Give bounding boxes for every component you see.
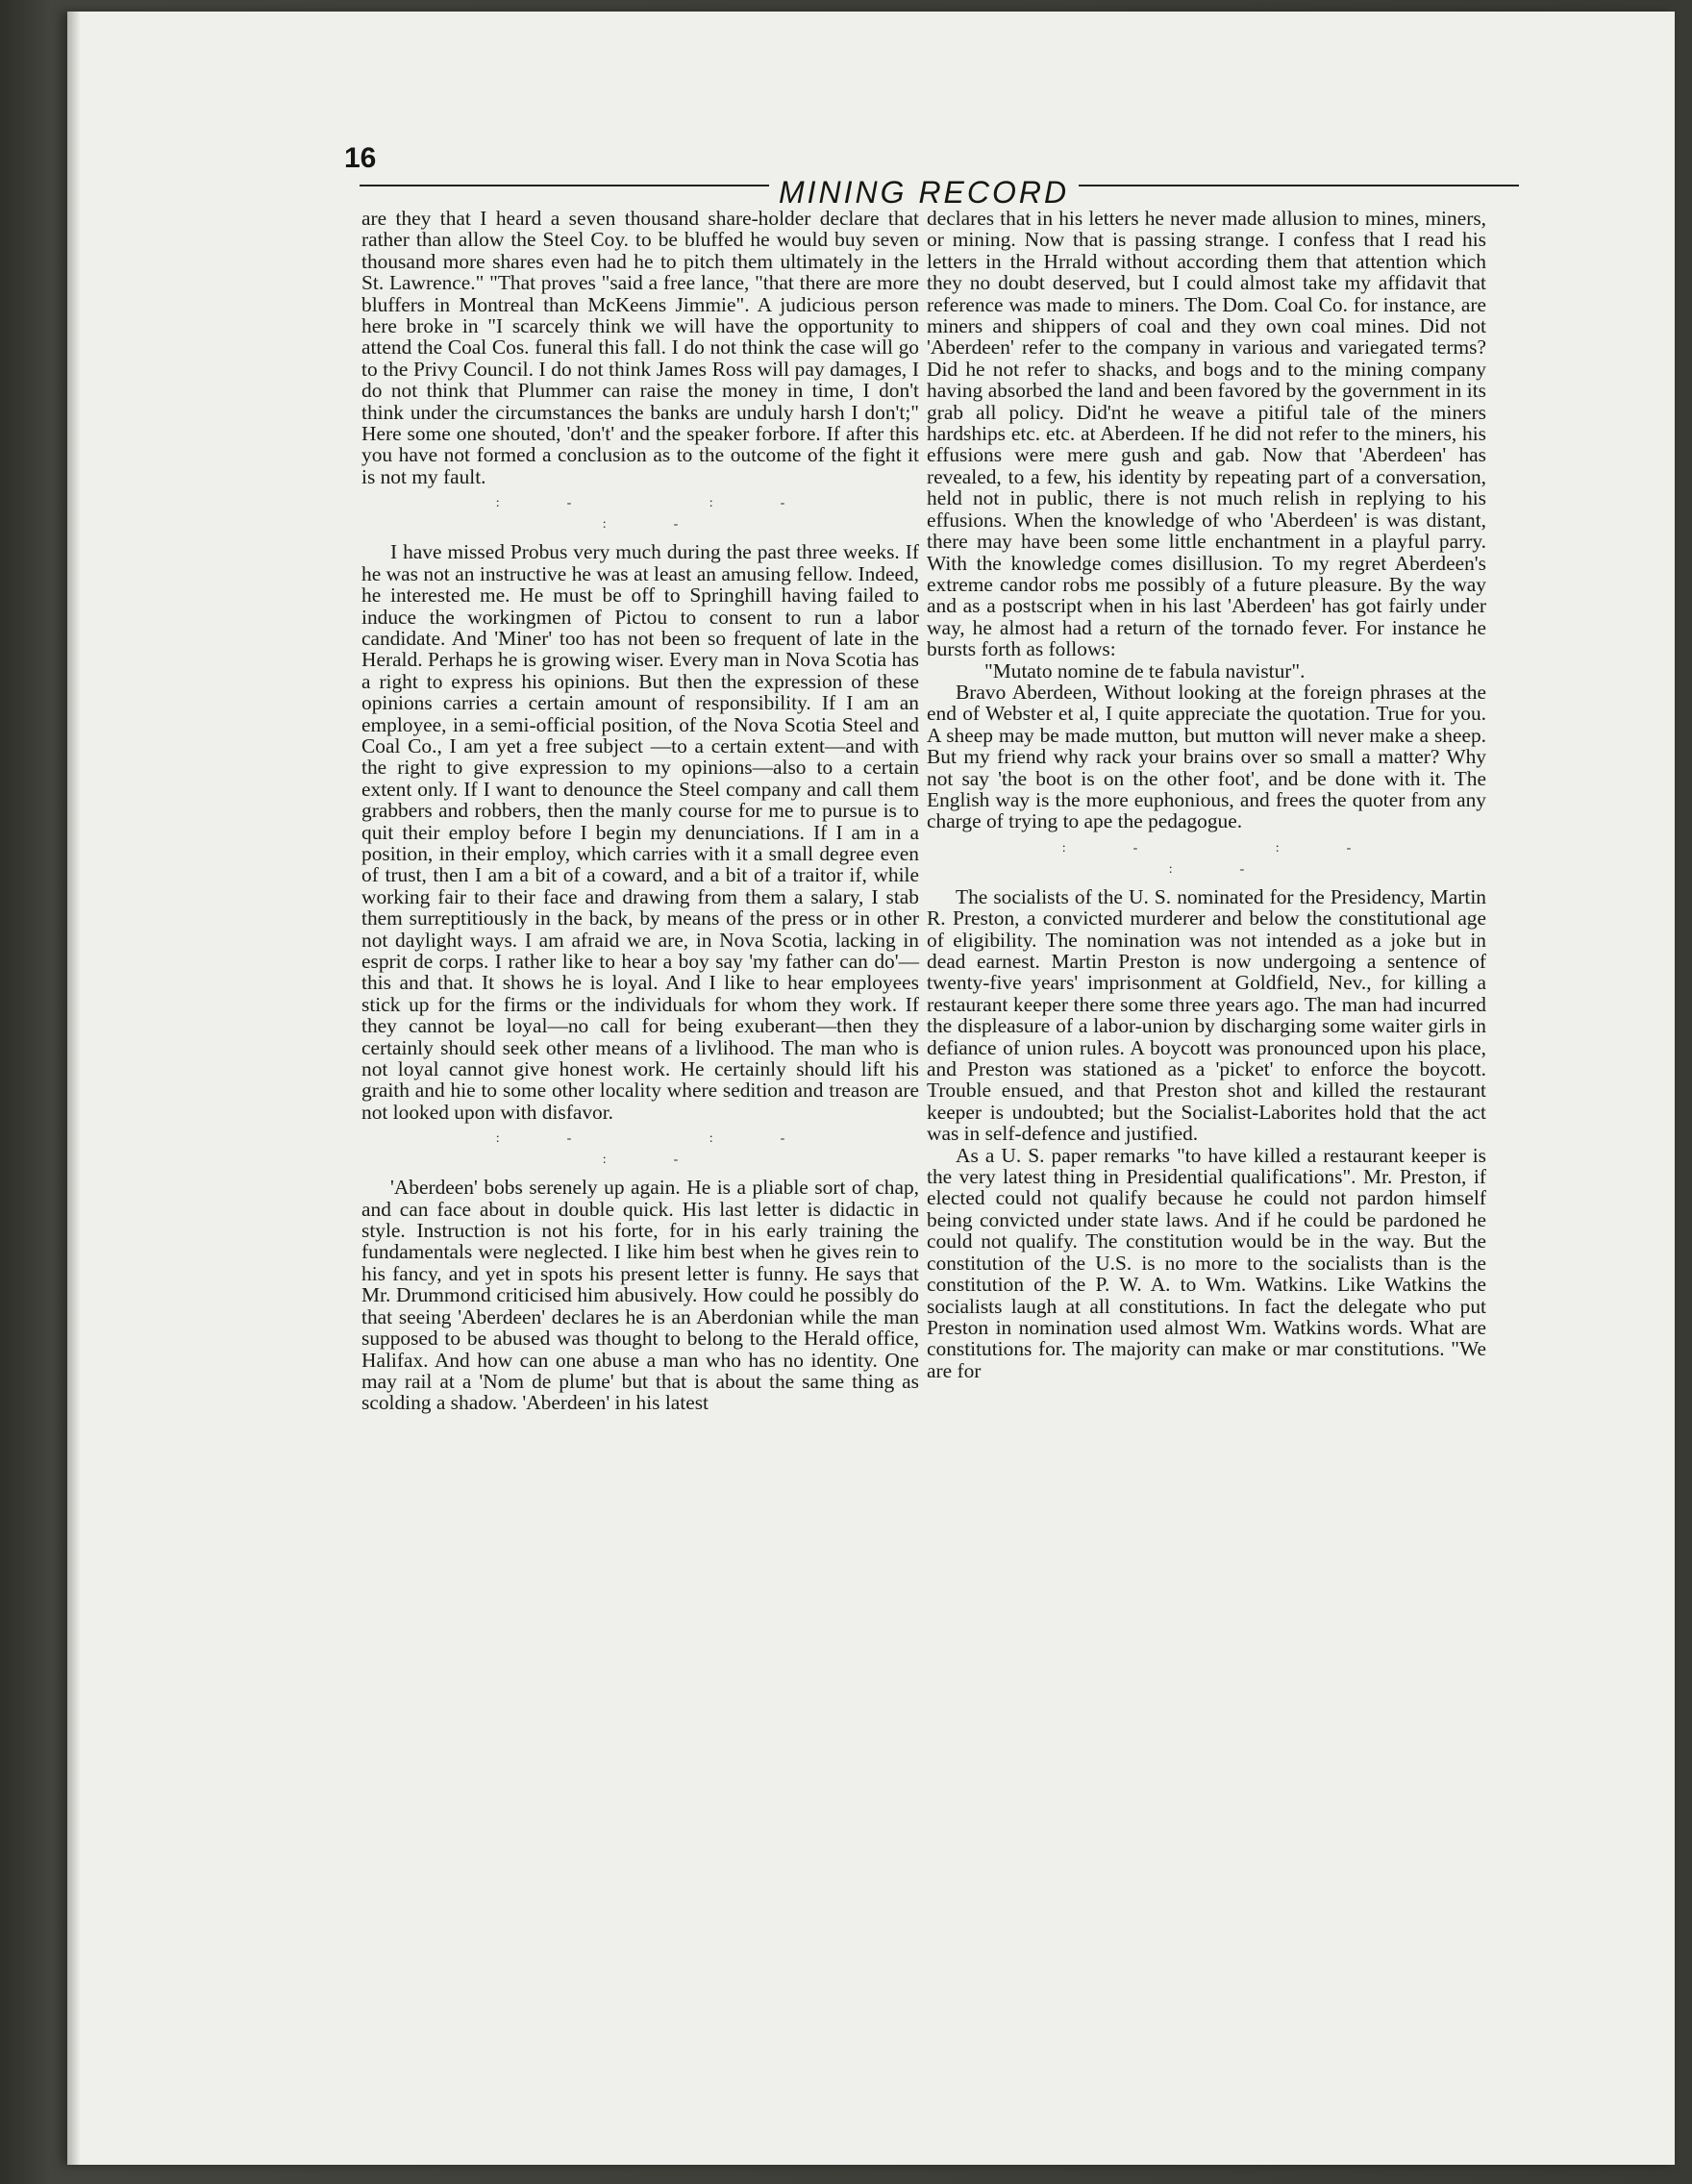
section-separator: :- :- :- [495,1131,853,1168]
article-paragraph: 'Aberdeen' bobs serenely up again. He is a pliable sort of chap, and can face about in double quick. His last letter is didactic in style. Instruction is not his forte, for in his early training the fundamentals were neglected. I like him best when he gives rein to his fancy, and yet in spots his present letter is funny. He says that Mr. Drummond criticised him abusively. How could he possibly do that seeing 'Aberdeen' declares he is an Aberdonian while the man supposed to be abused was thought to belong to the Herald office, Halifax. And how can one abuse a man who has no identity. One may rail at a 'Nom de plume' but that is about the same thing as scolding a shadow. 'Aberdeen' in his latest [361,1176,919,1415]
article-paragraph: Bravo Aberdeen, Without looking at the foreign phrases at the end of Webster et al, I quite appreciate the quotation. True for you. A sheep may be made mutton, but mutton will never make a sheep. But my friend why rack your brains over so small a matter? Why not say 'the boot is on the other foot', and be done with it. The English way is the more euphonious, and frees the quoter from any charge of trying to ape the pedagogue. [927,680,1486,833]
article-paragraph: As a U. S. paper remarks "to have killed a restaurant keeper is the very latest thing in Presidential qualifications". Mr. Preston, if elected could not qualify because he could not pardon himself being convicted under state laws. And if he could be pardoned he could not qualify. The constitution would be in the way. But the constitution of the U.S. is no more to the socialists than is the constitution of the P. W. A. to Wm. Watkins. Like Watkins the socialists laugh at all constitutions. In fact the delegate who put Preston in nomination used almost Wm. Watkins words. What are constitutions for. The majority can make or mar constitutions. "We are for [927,1143,1486,1382]
article-paragraph: are they that I heard a seven thousand share-holder declare that rather than allow the Steel Coy. to be bluffed he would buy seven thousand more shares even had he to pitch them ultimately in the St. Lawrence." "That proves "said a free lance, "that there are more bluffers in Montreal than McKeens Jimmie". A judicious person here broke in "I scarcely think we will have the opportunity to attend the Coal Cos. funeral this fall. I do not think the case will go to the Privy Council. I do not think James Ross will pay damages, I do not think that Plummer can raise the money in time, I don't think under the circumstances the banks are unduly harsh I don't;" Here some one shouted, 'don't' and the speaker forbore. If after this you have not formed a conclusion as to the outcome of the fight it is not my fault. [361,207,919,488]
section-separator: :- :- :- [495,496,853,533]
page-number: 16 [344,142,377,174]
section-separator: :- :- :- [1061,840,1419,877]
article-paragraph: I have missed Probus very much during the past three weeks. If he was not an instructive he was at least an amusing fellow. Indeed, he interested me. He must be off to Springhill having failed to induce the workingmen of Pictou to consent to run a labor candidate. And 'Miner' too has not been so frequent of late in the Herald. Perhaps he is growing wiser. Every man in Nova Scotia has a right to express his opinions. But then the expression of these opinions carries a certain amount of responsibility. If I am an employee, in a semi-official position, of the Nova Scotia Steel and Coal Co., I am yet a free subject —to a certain extent—and with the right to give expression to my opinions—also to a certain extent only. If I want to denounce the Steel company and call them grabbers and robbers, then the manly course for me to pursue is to quit their employ before I begin my denunciations. If I am in a position, in their employ, which carries with it a small degree even of trust, then I am a bit of a coward, and a bit of a traitor if, while working fair to their face and drawing from them a salary, I stab them surreptitiously in the back, by means of the press or in other not daylight ways. I am afraid we are, in Nova Scotia, lacking in esprit de corps. I rather like to hear a boy say 'my father can do'—this and that. It shows he is loyal. And I like to hear employees stick up for the firms or the individuals for whom they work. If they cannot be loyal—no call for being exuberant—then they certainly should seek other means of a livlihood. The man who is not loyal cannot give honest work. He certainly should lift his graith and hie to some other locality where sedition and treason are not looked upon with disfavor. [361,540,919,1124]
article-paragraph: The socialists of the U. S. nominated for the Presidency, Martin R. Preston, a convicted murderer and below the constitutional age of eligibility. The nomination was not intended as a joke but in dead earnest. Martin Preston is now undergoing a sentence of twenty-five years' imprisonment at Goldfield, Nev., for killing a restaurant keeper there some three years ago. The man had incurred the displeasure of a labor-union by discharging some waiter girls in defiance of union rules. A boycott was pronounced upon his place, and Preston was stationed as a 'picket' to enforce the boycott. Trouble ensued, and that Preston shot and killed the restaurant keeper is undoubted; but the Socialist-Laborites hold that the act was in self-defence and justified. [927,884,1486,1146]
spine-shadow [67,12,81,2165]
left-column [361,208,919,1414]
masthead-title: MINING RECORD [769,175,1079,211]
right-column [927,208,1486,1381]
article-paragraph: declares that in his letters he never made allusion to mines, miners, or mining. Now that is passing strange. I confess that I read his letters in the Hrrald without according them that attention which they no doubt deserved, but I could almost take my affidavit that reference was made to miners. The Dom. Coal Co. for instance, are miners and shippers of coal and they own coal mines. Did not 'Aberdeen' refer to the company in various and variegated terms? Did he not refer to shacks, and bogs and to the mining company having absorbed the land and been favored by the government in its grab all policy. Did'nt he weave a pitiful tale of the miners hardships etc. etc. at Aberdeen. If he did not refer to the miners, his effusions were mere gush and gab. Now that 'Aberdeen' has revealed, to a few, his identity by repeating part of a conversation, held not in public, there is not much relish in replying to his effusions. When the knowledge of who 'Aberdeen' is was distant, there may have been some little enchantment in a playful parry. With the knowledge comes disillusion. To my regret Aberdeen's extreme candor robs me possibly of a future pleasure. By the way and as a postscript when in his last 'Aberdeen' has got fairly under way, he almost had a return of the tornado fever. For instance he bursts forth as follows: [927,207,1486,661]
latin-quotation: "Mutato nomine de te fabula navistur". [984,658,1306,682]
